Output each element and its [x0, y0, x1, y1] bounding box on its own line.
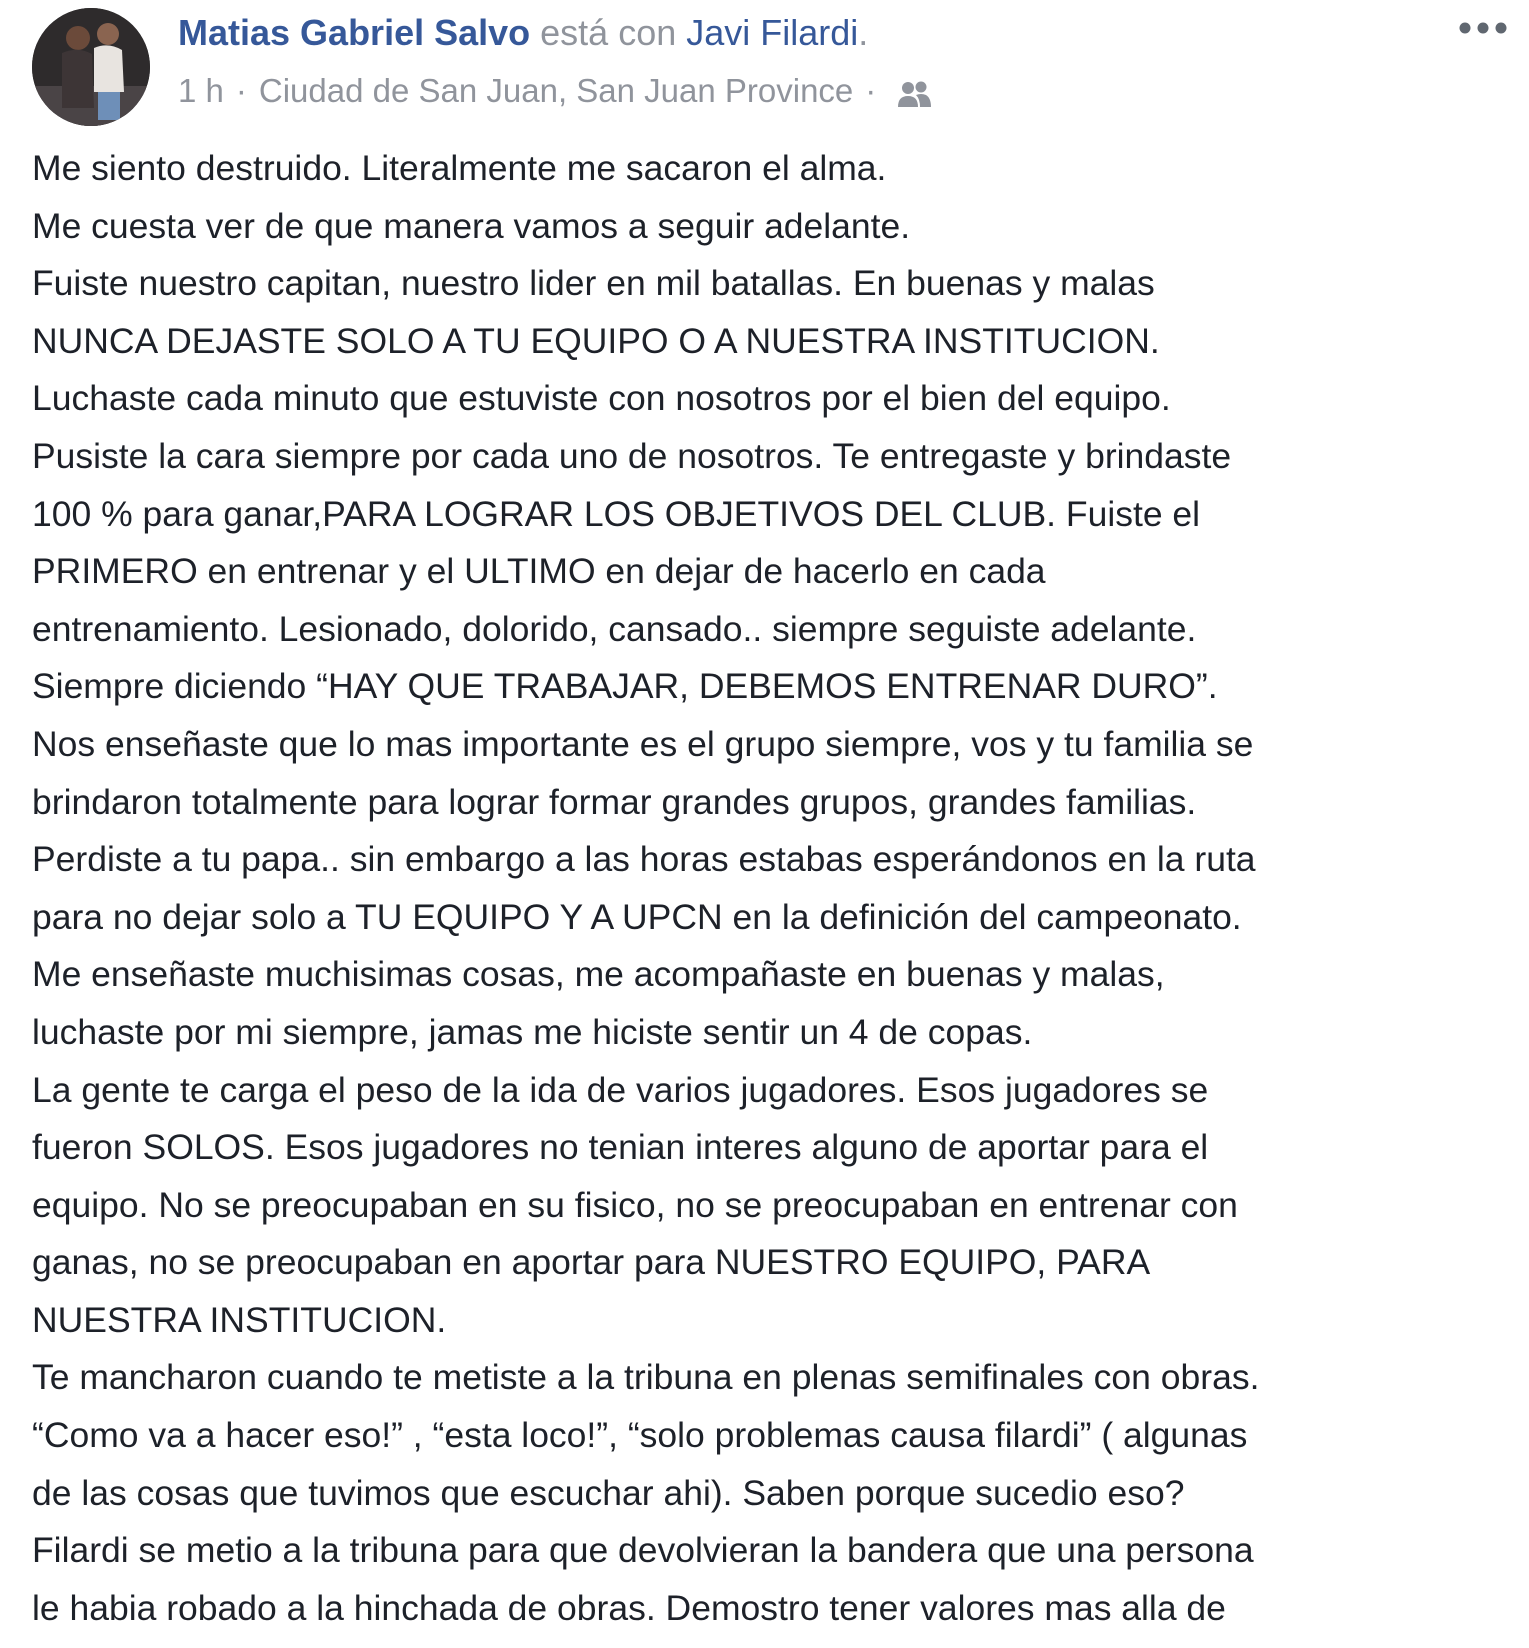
post-text-line: Filardi se metio a la tribuna para que devolvieran la bandera que una persona [32, 1530, 1254, 1571]
post-text-line: Me cuesta ver de que manera vamos a seguir adelante. [32, 205, 911, 246]
post-location-link[interactable]: Ciudad de San Juan, San Juan Province [258, 72, 854, 109]
post-text-line: NUNCA DEJASTE SOLO A TU EQUIPO O A NUESTRA INSTITUCION. [32, 320, 1160, 361]
author-name-link[interactable]: Matias Gabriel Salvo [178, 12, 531, 53]
tagged-friend-link[interactable]: Javi Filardi [686, 12, 859, 53]
more-options-icon [1455, 8, 1511, 48]
post-text-line: Me enseñaste muchisimas cosas, me acompañaste en buenas y malas, [32, 954, 1165, 995]
tagged-suffix: . [858, 12, 869, 53]
post-text-line: Nos enseñaste que lo mas importante es el grupo siempre, vos y tu familia se [32, 723, 1254, 764]
post-text-line: entrenamiento. Lesionado, dolorido, cansado.. siempre seguiste adelante. [32, 608, 1197, 649]
post-text-line: para no dejar solo a TU EQUIPO Y A UPCN en la definición del campeonato. [32, 896, 1242, 937]
friends-icon[interactable] [896, 75, 932, 105]
post-text-line: ganas, no se preocupaban en aportar para NUESTRO EQUIPO, PARA [32, 1242, 1151, 1283]
post-text-line: Siempre diciendo “HAY QUE TRABAJAR, DEBEMOS ENTRENAR DURO”. [32, 666, 1218, 707]
with-text: está con [530, 12, 687, 53]
post-text-line: equipo. No se preocupaban en su fisico, no se preocupaban en entrenar con [32, 1184, 1238, 1225]
author-avatar[interactable] [32, 8, 150, 126]
avatar-photo [32, 8, 150, 126]
post-text-line: brindaron totalmente para lograr formar grandes grupos, grandes familias. [32, 781, 1197, 822]
post-meta [178, 68, 932, 114]
post-text-line: NUESTRA INSTITUCION. [32, 1299, 447, 1340]
post-text-line: Me siento destruido. Literalmente me sacaron el alma. [32, 148, 887, 188]
post-text-line: fueron SOLOS. Esos jugadores no tenian interes alguno de aportar para el [32, 1127, 1209, 1168]
post-text-line: le habia robado a la hinchada de obras. Demostro tener valores mas alla de [32, 1587, 1226, 1628]
post-text-line: de las cosas que tuvimos que escuchar ahi). Saben porque sucedio eso? [32, 1472, 1185, 1513]
meta-separator: · [865, 72, 877, 109]
post-text-line: Te mancharon cuando te metiste a la tribuna en plenas semifinales con obras. [32, 1357, 1260, 1398]
post-text-line: Luchaste cada minuto que estuviste con nosotros por el bien del equipo. [32, 378, 1171, 419]
post-text-line: Perdiste a tu papa.. sin embargo a las horas estabas esperándonos en la ruta [32, 839, 1256, 880]
post-text-line: Pusiste la cara siempre por cada uno de nosotros. Te entregaste y brindaste [32, 435, 1232, 476]
post-text-line: 100 % para ganar,PARA LOGRAR LOS OBJETIVOS DEL CLUB. Fuiste el [32, 493, 1201, 534]
post-text-line: “Como va a hacer eso!” , “esta loco!”, “solo problemas causa filardi” ( algunas [32, 1415, 1248, 1456]
post-text-line: Fuiste nuestro capitan, nuestro lider en mil batallas. En buenas y malas [32, 263, 1155, 304]
post-text-line: PRIMERO en entrenar y el ULTIMO en dejar de hacerlo en cada [32, 551, 1046, 592]
post-header [178, 8, 868, 58]
meta-separator: · [235, 72, 247, 109]
more-options-button[interactable] [1455, 8, 1511, 48]
post-text-line: luchaste por mi siempre, jamas me hiciste sentir un 4 de copas. [32, 1011, 1033, 1052]
post-text [32, 140, 1512, 1637]
post-timestamp[interactable]: 1 h [178, 72, 224, 109]
post-text-line: La gente te carga el peso de la ida de varios jugadores. Esos jugadores se [32, 1069, 1209, 1110]
